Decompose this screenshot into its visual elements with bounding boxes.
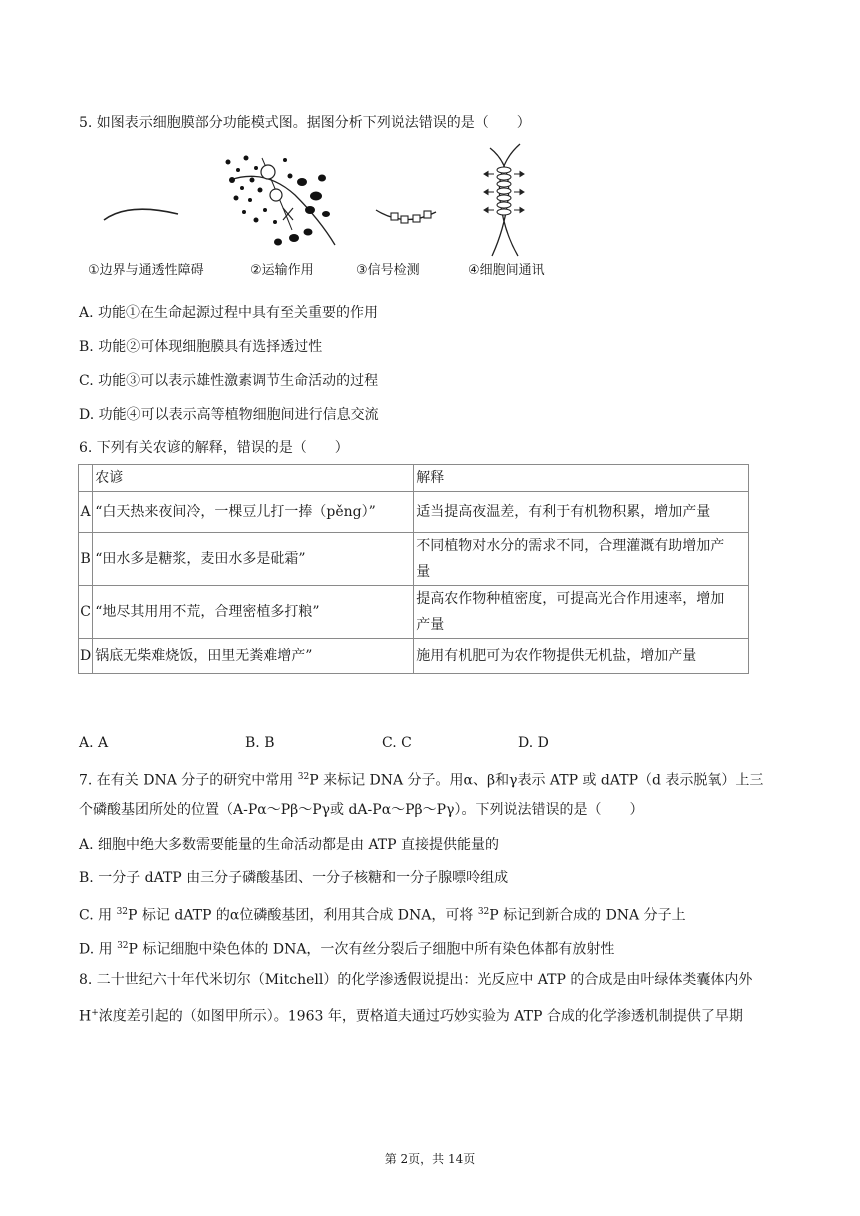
row-proverb: “田水多是糖浆，麦田水多是砒霜” <box>93 533 414 586</box>
page-footer: 第 2页，共 14页 <box>384 1152 476 1166</box>
q5-option-c: C. 功能③可以表示雄性激素调节生命活动的过程 <box>79 373 379 389</box>
figure-label-communication: ④细胞间通讯 <box>468 263 545 278</box>
signal-detection-diagram <box>376 210 436 223</box>
table-row <box>79 639 749 674</box>
row-explanation: 提高农作物种植密度，可提高光合作用速率，增加 产量 <box>414 586 749 639</box>
figure-label-transport: ②运输作用 <box>250 263 314 278</box>
q6-option-d: D. D <box>518 735 549 751</box>
q6-stem: 6. 下列有关农谚的解释，错误的是（ ） <box>79 440 349 456</box>
row-label: A <box>79 492 93 533</box>
cell-membrane-function-diagram <box>80 140 580 258</box>
header-proverb: 农谚 <box>93 465 414 492</box>
q5-figure <box>80 140 580 280</box>
q5-option-d: D. 功能④可以表示高等植物细胞间进行信息交流 <box>79 407 379 423</box>
q7-stem-line2: 个磷酸基团所处的位置（A-Pα～Pβ～Pγ或 dA-Pα～Pβ～Pγ）。下列说法错误的是（ ） <box>79 802 644 818</box>
q6-option-b: B. B <box>245 735 275 751</box>
table-row <box>79 533 749 586</box>
transport-diagram <box>226 156 336 246</box>
row-proverb: 锅底无柴难烧饭，田里无粪难增产” <box>93 639 414 674</box>
intercellular-communication-diagram <box>484 144 524 256</box>
q7-option-a: A. 细胞中绝大多数需要能量的生命活动都是由 ATP 直接提供能量的 <box>79 837 500 853</box>
row-explanation: 不同植物对水分的需求不同，合理灌溉有助增加产 量 <box>414 533 749 586</box>
table-header-row <box>79 465 749 492</box>
row-label: C <box>79 586 93 639</box>
header-explanation: 解释 <box>414 465 749 492</box>
row-proverb: “白天热来夜间冷，一棵豆儿打一捧（pěng）” <box>93 492 414 533</box>
q5-option-b: B. 功能②可体现细胞膜具有选择透过性 <box>79 339 323 355</box>
membrane-boundary-arc <box>104 209 178 220</box>
proverb-table <box>78 464 749 674</box>
row-explanation: 施用有机肥可为农作物提供无机盐，增加产量 <box>414 639 749 674</box>
row-label: D <box>79 639 93 674</box>
q6-option-c: C. C <box>382 735 412 751</box>
q7-option-c: C. 用 $^{32}$P 标记 dATP 的α位磷酸基团，利用其合成 DNA，可将 $^{32}$P 标记到新合成的 DNA 分子上 <box>79 907 686 924</box>
q8-stem-line2: H+浓度差引起的（如图甲所示）。1963 年，贾格道夫通过巧妙实验为 ATP 合成的化学渗透机制提供了早期 <box>79 1008 743 1025</box>
row-proverb: “地尽其用用不荒，合理密植多打粮” <box>93 586 414 639</box>
q8-stem-line1: 8. 二十世纪六十年代米切尔（Mitchell）的化学渗透假说提出：光反应中 ATP 的合成是由叶绿体类囊体内外 <box>79 972 753 988</box>
figure-label-signal: ③信号检测 <box>356 263 420 278</box>
q6-option-a: A. A <box>79 735 109 751</box>
figure-label-boundary: ①边界与通透性障碍 <box>88 263 204 278</box>
q7-option-b: B. 一分子 dATP 由三分子磷酸基团、一分子核糖和一分子腺嘌呤组成 <box>79 870 509 886</box>
table-row <box>79 586 749 639</box>
q7-option-d: D. 用 $^{32}$P 标记细胞中染色体的 DNA，一次有丝分裂后子细胞中所有染色体都有放射性 <box>79 941 615 958</box>
table-row <box>79 492 749 533</box>
q7-stem-line1: 7. 在有关 DNA 分子的研究中常用 $^{32}$P 来标记 DNA 分子。用α、β和γ表示 ATP 或 dATP（d 表示脱氧）上三 <box>79 772 764 789</box>
q5-option-a: A. 功能①在生命起源过程中具有至关重要的作用 <box>79 305 379 321</box>
q5-stem: 5. 如图表示细胞膜部分功能模式图。据图分析下列说法错误的是（ ） <box>79 115 531 131</box>
row-explanation: 适当提高夜温差，有利于有机物积累，增加产量 <box>414 492 749 533</box>
row-label: B <box>79 533 93 586</box>
